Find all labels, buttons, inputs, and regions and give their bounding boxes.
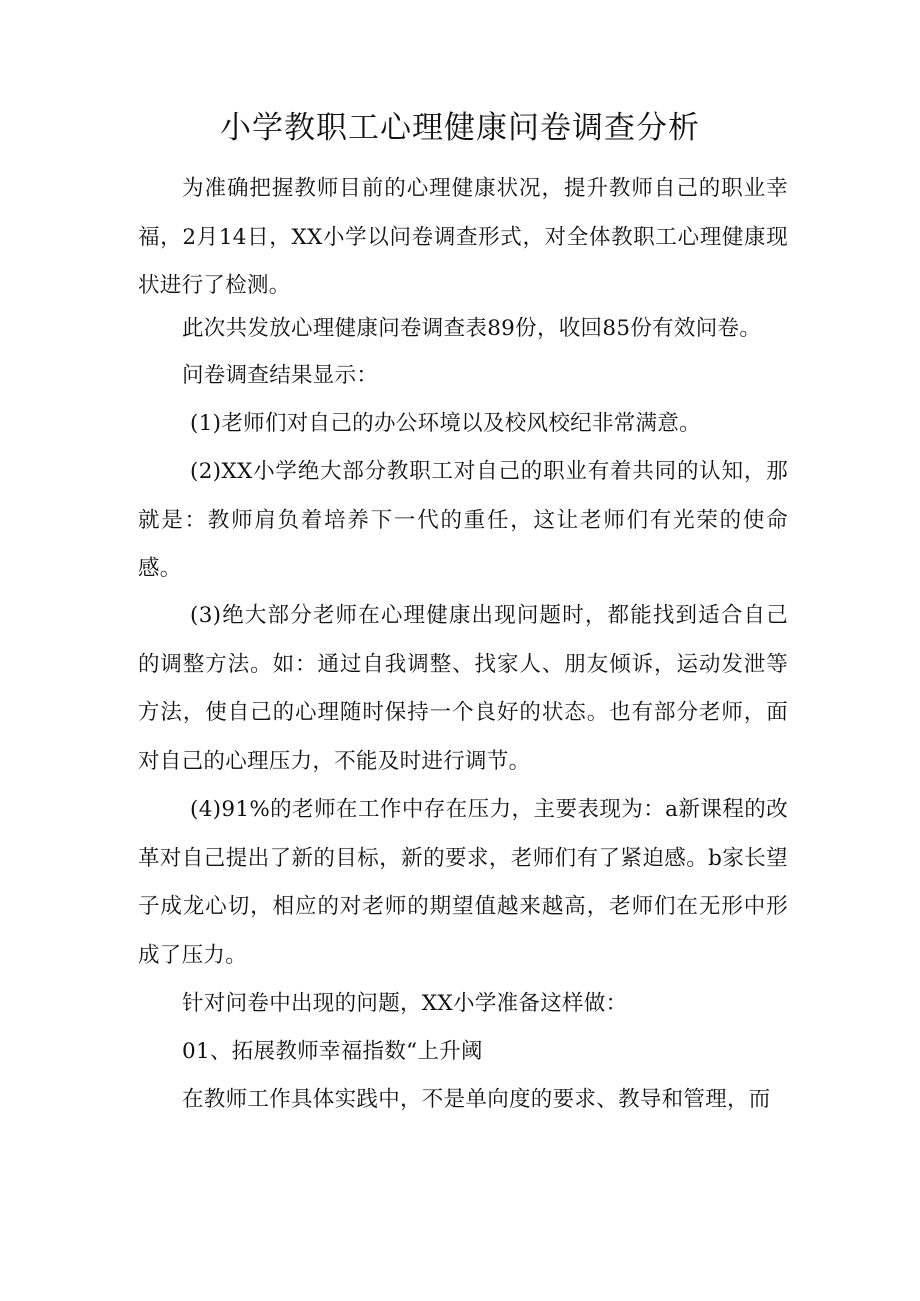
paragraph-result-2: (2)XX小学绝大部分教职工对自己的职业有着共同的认知，那就是：教师肩负着培养下一代的重任，这让老师们有光荣的使命感。 (138, 459, 788, 581)
paragraph-result-4: (4)91%的老师在工作中存在压力，主要表现为：a新课程的改革对自己提出了新的目标，新的要求，老师们有了紧迫感。b家长望子成龙心切，相应的对老师的期望值越来越高，老师们在无形中形成了压力。 (138, 797, 788, 968)
paragraph-results-heading: 问卷调查结果显示： (182, 363, 379, 388)
paragraph-actions-intro: 针对问卷中出现的问题，XX小学准备这样做： (182, 991, 628, 1016)
paragraph-result-1: (1)老师们对自己的办公环境以及校风校纪非常满意。 (190, 411, 701, 436)
paragraph-result-3: (3)绝大部分老师在心理健康出现问题时，都能找到适合自己的调整方法。如：通过自我调整、找家人、朋友倾诉，运动发泄等方法，使自己的心理随时保持一个良好的状态。也有部分老师，面对自己的心理压力，不能及时进行调节。 (138, 603, 788, 774)
document-title: 小学教职工心理健康问卷调查分析 (220, 110, 700, 146)
paragraph-intro: 为准确把握教师目前的心理健康状况，提升教师自己的职业幸福，2月14日，XX小学以问卷调查形式，对全体教职工心理健康现状进行了检测。 (138, 176, 788, 298)
paragraph-survey-count: 此次共发放心理健康问卷调查表89份，收回85份有效问卷。 (182, 316, 762, 341)
paragraph-section-01-body: 在教师工作具体实践中，不是单向度的要求、教导和管理，而 (182, 1087, 771, 1112)
paragraph-section-01: 01、拓展教师幸福指数“上升阈 (182, 1039, 483, 1064)
